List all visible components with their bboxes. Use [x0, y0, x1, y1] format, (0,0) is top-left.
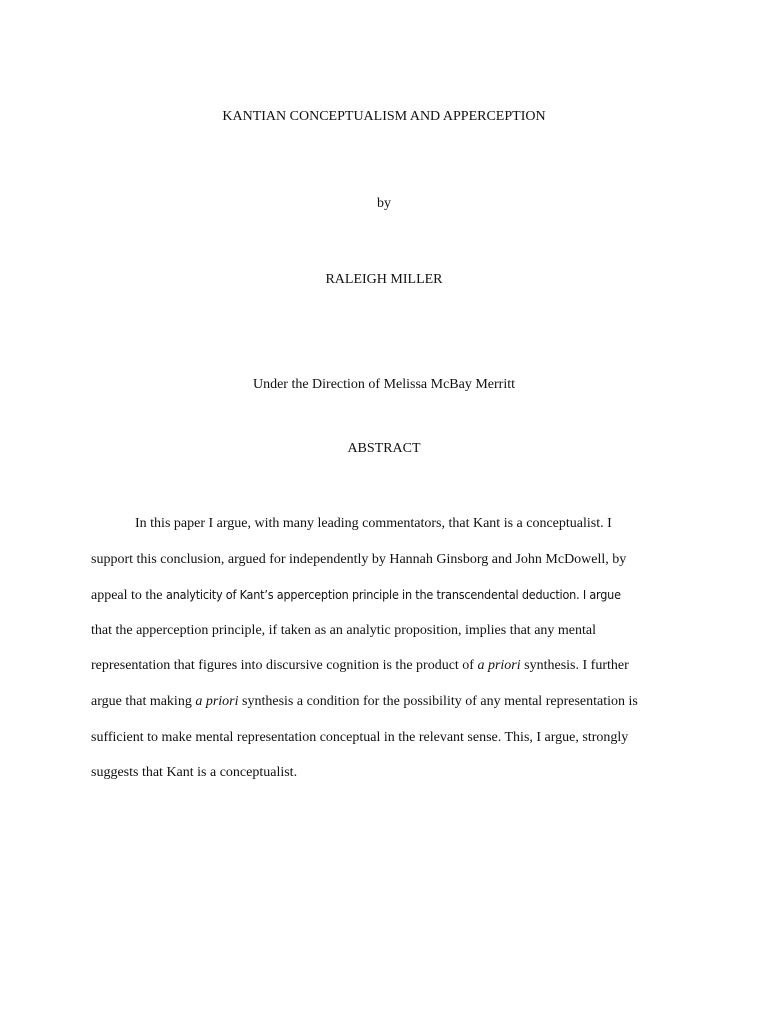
- italic-term: a priori: [195, 693, 239, 709]
- abstract-text-run: representation that figures into discursive cognition is the product of: [91, 658, 478, 674]
- abstract-line: In this paper I argue, with many leading commentators, that Kant is a conceptualist. I: [135, 516, 612, 531]
- abstract-text-run: appeal to the: [91, 588, 167, 604]
- abstract-text-run: synthesis a condition for the possibility of any mental representation is: [238, 693, 638, 709]
- italic-term: a priori: [477, 658, 521, 674]
- abstract-body: [91, 506, 671, 791]
- abstract-line: [91, 684, 671, 720]
- abstract-text-run-alt-font: analyticity of Kant’s apperception principle in the transcendental deduction: [166, 587, 577, 603]
- document-title: KANTIAN CONCEPTUALISM AND APPERCEPTION: [222, 109, 546, 124]
- abstract-line: [91, 648, 671, 684]
- abstract-line: that the apperception principle, if taken as an analytic proposition, implies that any mental: [91, 622, 597, 638]
- abstract-text-run: synthesis. I further: [520, 658, 629, 674]
- abstract-line: support this conclusion, argued for independently by Hannah Ginsborg and John McDowell, by: [91, 551, 627, 567]
- byline-label: by: [377, 196, 391, 211]
- direction-line: Under the Direction of Melissa McBay Merritt: [252, 377, 516, 392]
- abstract-line: [91, 577, 671, 613]
- abstract-text-run-alt-font: . I argue: [576, 587, 621, 603]
- abstract-text-run: argue that making: [91, 693, 196, 709]
- author-name: RALEIGH MILLER: [325, 272, 443, 287]
- abstract-line: sufficient to make mental representation conceptual in the relevant sense. This, I argue, strongly: [91, 729, 629, 745]
- abstract-line: suggests that Kant is a conceptualist.: [91, 765, 298, 781]
- abstract-heading: ABSTRACT: [347, 441, 421, 456]
